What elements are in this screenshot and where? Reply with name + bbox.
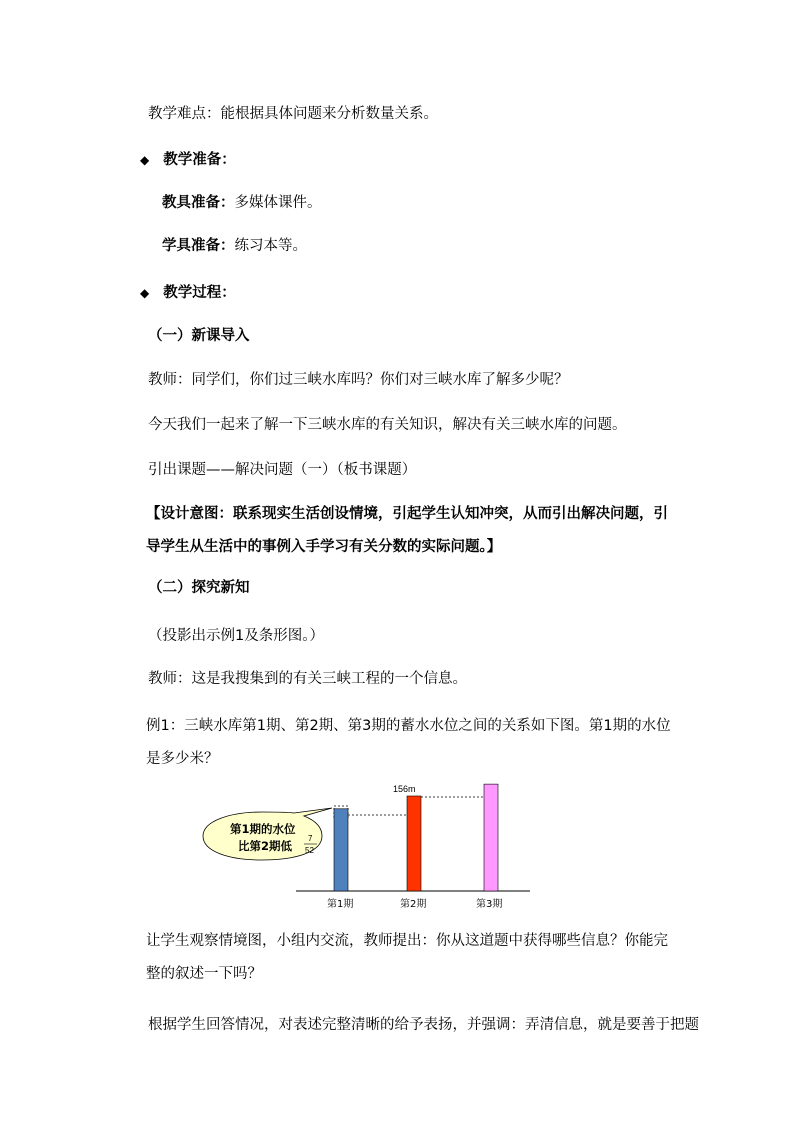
bar-period-2 (407, 796, 421, 891)
callout-line-2: 比第2期低 (238, 839, 293, 853)
bullet-icon: ◆ (140, 286, 150, 300)
fraction-denominator: 52 (305, 846, 314, 855)
tick-label-period-1: 第1期 (327, 899, 354, 910)
teacher-info-line: 教师：这是我搜集到的有关三峡工程的一个信息。 (148, 671, 467, 687)
topic-line: 引出课题——解决问题（一）（板书课题） (148, 462, 417, 478)
tick-label-period-2: 第2期 (400, 899, 427, 910)
fraction-numerator: 7 (308, 834, 313, 843)
callout-line-1: 第1期的水位 (230, 822, 296, 836)
section-1-heading: （一）新课导入 (148, 328, 250, 344)
section-2-heading: （二）探究新知 (148, 580, 250, 596)
water-level-bar-chart (200, 775, 540, 915)
teacher-tools-line: 教具准备：多媒体课件。 (162, 195, 322, 211)
design-intent: 【设计意图：联系现实生活创设情境，引起学生认知冲突，从而引出解决问题，引导学生从生活中的事例入手学习有关分数的实际问题。】 (146, 506, 668, 555)
bar-period-3 (484, 784, 498, 891)
value-label-156m: 156m (393, 784, 416, 794)
intro-line: 今天我们一起来了解一下三峡水库的有关知识，解决有关三峡水库的问题。 (148, 417, 627, 433)
projection-line: （投影出示例1及条形图。） (148, 628, 324, 644)
observe-paragraph: 让学生观察情境图，小组内交流，教师提出：你从这道题中获得哪些信息？你能完整的叙述一下吗？ (146, 933, 668, 982)
example-1: 例1：三峡水库第1期、第2期、第3期的蓄水水位之间的关系如下图。第1期的水位是多少米？ (146, 718, 671, 767)
process-heading: ◆ 教学过程： (140, 285, 236, 301)
prep-heading: ◆ 教学准备： (140, 152, 236, 168)
bullet-icon: ◆ (140, 153, 150, 167)
teacher-question-line: 教师：同学们，你们过三峡水库吗？你们对三峡水库了解多少呢？ (148, 372, 569, 388)
feedback-line: 根据学生回答情况，对表述完整清晰的给予表扬，并强调：弄清信息，就是要善于把题 (148, 1017, 699, 1033)
student-tools-line: 学具准备：练习本等。 (162, 238, 307, 254)
tick-label-period-3: 第3期 (476, 899, 503, 910)
difficulty-line: 教学难点：能根据具体问题来分析数量关系。 (148, 106, 438, 122)
bar-period-1 (334, 809, 348, 891)
